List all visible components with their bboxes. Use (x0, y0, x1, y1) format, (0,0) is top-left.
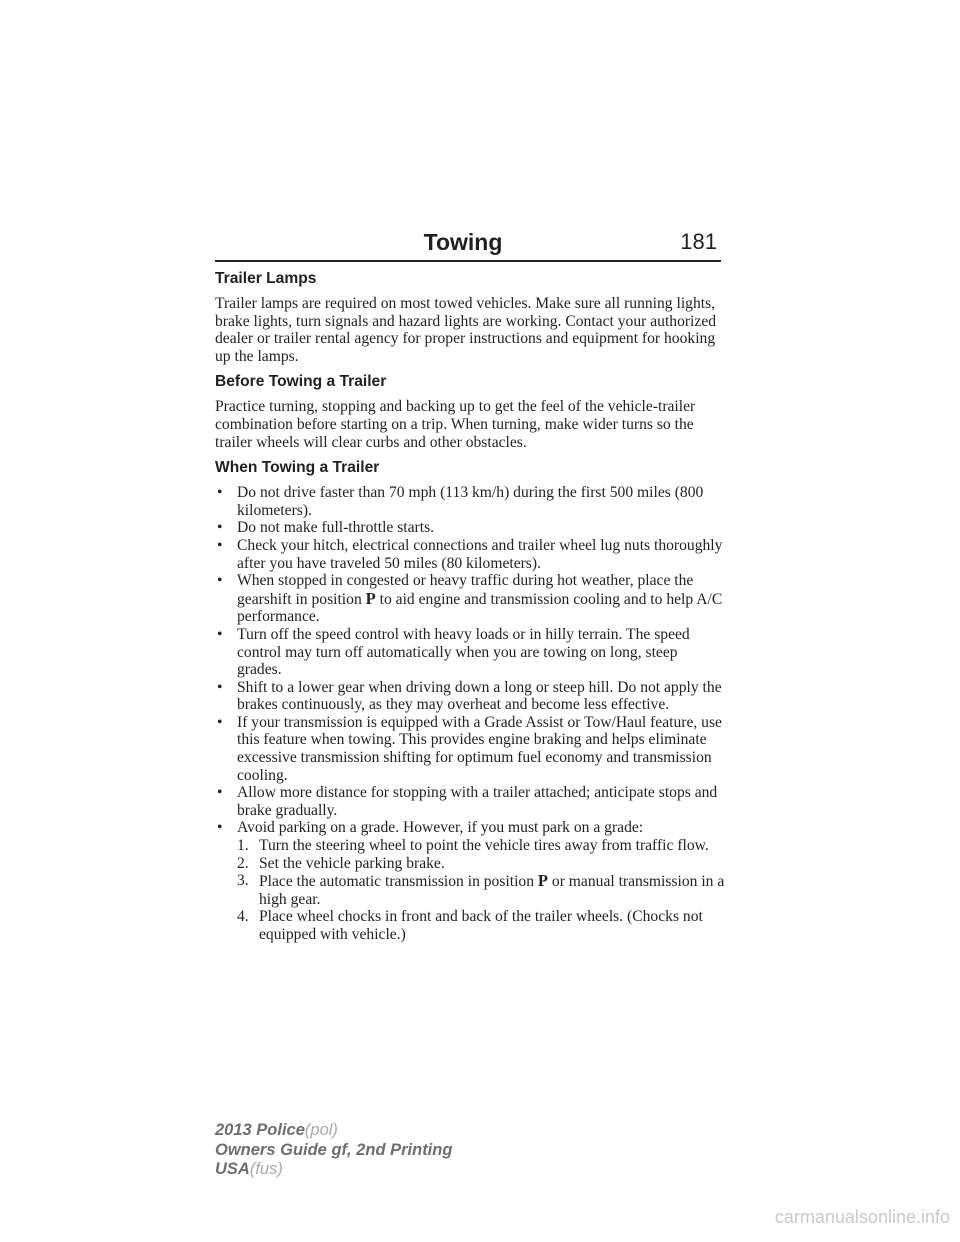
bullet-icon: • (217, 713, 223, 731)
footer-market-code: (fus) (249, 1160, 283, 1178)
step-number: 3. (237, 872, 249, 890)
step-number: 2. (237, 854, 249, 872)
footer-market: USA (215, 1160, 250, 1178)
list-item-text: Shift to a lower gear when driving down a long or steep hill. Do not apply the brakes continuously, as they may overheat and become less effective. (237, 678, 722, 714)
list-item-text: If your transmission is equipped with a Grade Assist or Tow/Haul feature, use this feature when towing. This provides engine braking and helps eliminate excessive transmission shifting for optimum fuel economy and transmission cooling. (237, 713, 722, 784)
step-text-after: or manual transmission in a high gear. (259, 873, 725, 908)
parking-steps-list (237, 837, 725, 944)
list-item-text-after: to aid engine and transmission cooling and to help A/C performance. (237, 590, 723, 626)
towing-bullet-list (215, 484, 725, 837)
step-number: 1. (237, 837, 249, 855)
step-number: 4. (237, 908, 249, 926)
list-item (215, 572, 725, 626)
document-footer (215, 1121, 452, 1180)
page-content (215, 270, 725, 944)
footer-guide: Owners Guide gf, 2nd Printing (215, 1140, 453, 1159)
list-item-text: Check your hitch, electrical connections and trailer wheel lug nuts thoroughly after you have traveled 50 miles (80 kilometers). (237, 536, 723, 572)
list-item-text: Allow more distance for stopping with a trailer attached; anticipate stops and brake gradually. (237, 784, 718, 819)
page-number: 181 (680, 229, 717, 254)
bullet-icon: • (217, 625, 223, 643)
step-text: Set the vehicle parking brake. (259, 854, 445, 872)
step-item (237, 837, 725, 855)
paragraph-trailer-lamps: Trailer lamps are required on most towed vehicles. Make sure all running lights, brake lights, turn signals and hazard lights are working. Contact your authorized dealer or trailer rental agency for proper instructions and equipment for hooking up the lamps. (215, 295, 717, 365)
list-item-text: Turn off the speed control with heavy loads or in hilly terrain. The speed control may turn off automatically when you are towing on long, steep grades. (237, 625, 690, 679)
list-item (215, 626, 725, 679)
paragraph-before-towing: Practice turning, stopping and backing up to get the feel of the vehicle-trailer combination before starting on a trip. When turning, make wider turns so the trailer wheels will clear curbs and other obstacles. (215, 398, 696, 451)
list-item-text: Avoid parking on a grade. However, if you must park on a grade: (237, 819, 644, 837)
bullet-icon: • (217, 784, 223, 802)
step-item (237, 872, 725, 908)
list-item (215, 679, 725, 714)
footer-model-code: (pol) (304, 1121, 338, 1139)
list-item (215, 714, 725, 784)
gear-position-label: P (537, 871, 549, 891)
list-item (215, 819, 725, 837)
step-item (237, 908, 725, 943)
step-text: Place wheel chocks in front and back of the trailer wheels. (Chocks not equipped with vehicle.) (259, 908, 703, 943)
bullet-icon: • (217, 519, 223, 537)
footer-line-market (215, 1160, 452, 1180)
section-heading-before-towing: Before Towing a Trailer (215, 373, 387, 391)
list-item (215, 784, 725, 819)
bullet-icon: • (217, 536, 223, 554)
chapter-title: Towing (423, 229, 503, 255)
step-text: Turn the steering wheel to point the vehicle tires away from traffic flow. (259, 837, 709, 855)
page-header (215, 228, 721, 262)
list-item-text-before: When stopped in congested or heavy traffic during hot weather, place the gearshift in position (237, 572, 694, 608)
list-item (215, 537, 725, 572)
list-item-text: Do not drive faster than 70 mph (113 km/h) during the first 500 miles (800 kilometers). (237, 484, 704, 519)
list-item (215, 519, 725, 537)
footer-line-guide (215, 1141, 452, 1161)
list-item (215, 484, 725, 519)
section-heading-when-towing: When Towing a Trailer (215, 459, 380, 477)
footer-model: 2013 Police (215, 1121, 305, 1139)
footer-line-model (215, 1121, 452, 1141)
gear-position-label: P (365, 588, 376, 608)
bullet-icon: • (217, 484, 223, 502)
bullet-icon: • (217, 678, 223, 696)
bullet-icon: • (217, 819, 223, 837)
step-item (237, 855, 725, 873)
bullet-icon: • (217, 572, 223, 590)
list-item-text: Do not make full-throttle starts. (237, 519, 435, 537)
step-text-before: Place the automatic transmission in position (259, 873, 538, 891)
section-heading-trailer-lamps: Trailer Lamps (215, 270, 317, 287)
watermark: carmanualsonline.info (774, 1207, 950, 1227)
